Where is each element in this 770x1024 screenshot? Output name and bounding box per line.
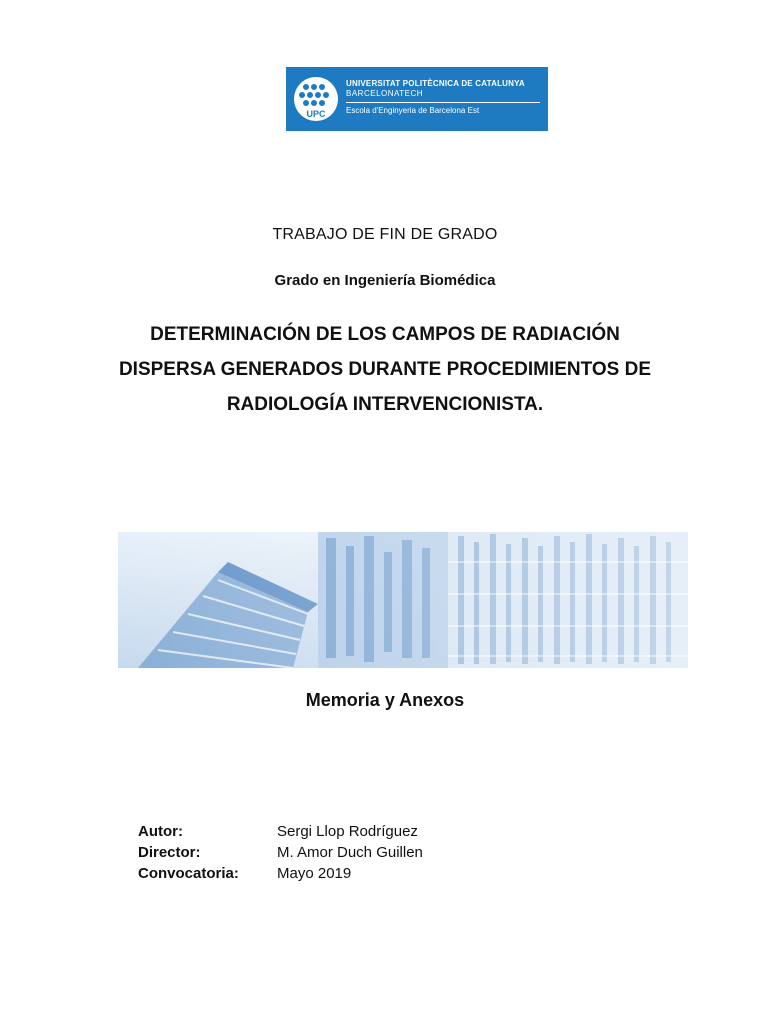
logo-divider: [346, 102, 540, 103]
metadata-value: M. Amor Duch Guillen: [277, 844, 423, 861]
logo-mark-text: UPC: [306, 109, 326, 119]
building-facade-image: [118, 532, 688, 668]
school-name: Escola d'Enginyeria de Barcelona Est: [346, 106, 480, 115]
metadata-row-session: [138, 863, 423, 884]
university-name: UNIVERSITAT POLITÈCNICA DE CATALUNYA: [346, 79, 525, 88]
facade-illustration: [118, 532, 688, 668]
degree-name: Grado en Ingeniería Biomédica: [274, 272, 496, 289]
metadata-row-author: [138, 821, 423, 842]
metadata-label: Autor:: [138, 823, 183, 840]
document-type: TRABAJO DE FIN DE GRADO: [272, 226, 498, 243]
university-logo: [286, 67, 548, 131]
metadata-row-director: [138, 842, 423, 863]
logo-text-block: [346, 79, 542, 116]
metadata-label: Director:: [138, 844, 201, 861]
upc-logo-icon: [292, 75, 340, 123]
thesis-title-line: DISPERSA GENERADOS DURANTE PROCEDIMIENTOS DE: [118, 359, 652, 380]
university-subname: BARCELONATECH: [346, 89, 424, 98]
metadata-value: Sergi Llop Rodríguez: [277, 823, 418, 840]
metadata-value: Mayo 2019: [277, 865, 352, 882]
thesis-title-line: RADIOLOGÍA INTERVENCIONISTA.: [226, 394, 544, 415]
thesis-title-line: DETERMINACIÓN DE LOS CAMPOS DE RADIACIÓN: [150, 324, 620, 345]
section-label: Memoria y Anexos: [305, 690, 465, 710]
metadata-table: [138, 821, 423, 884]
thesis-title: [0, 317, 770, 422]
metadata-label: Convocatoria:: [138, 865, 239, 882]
